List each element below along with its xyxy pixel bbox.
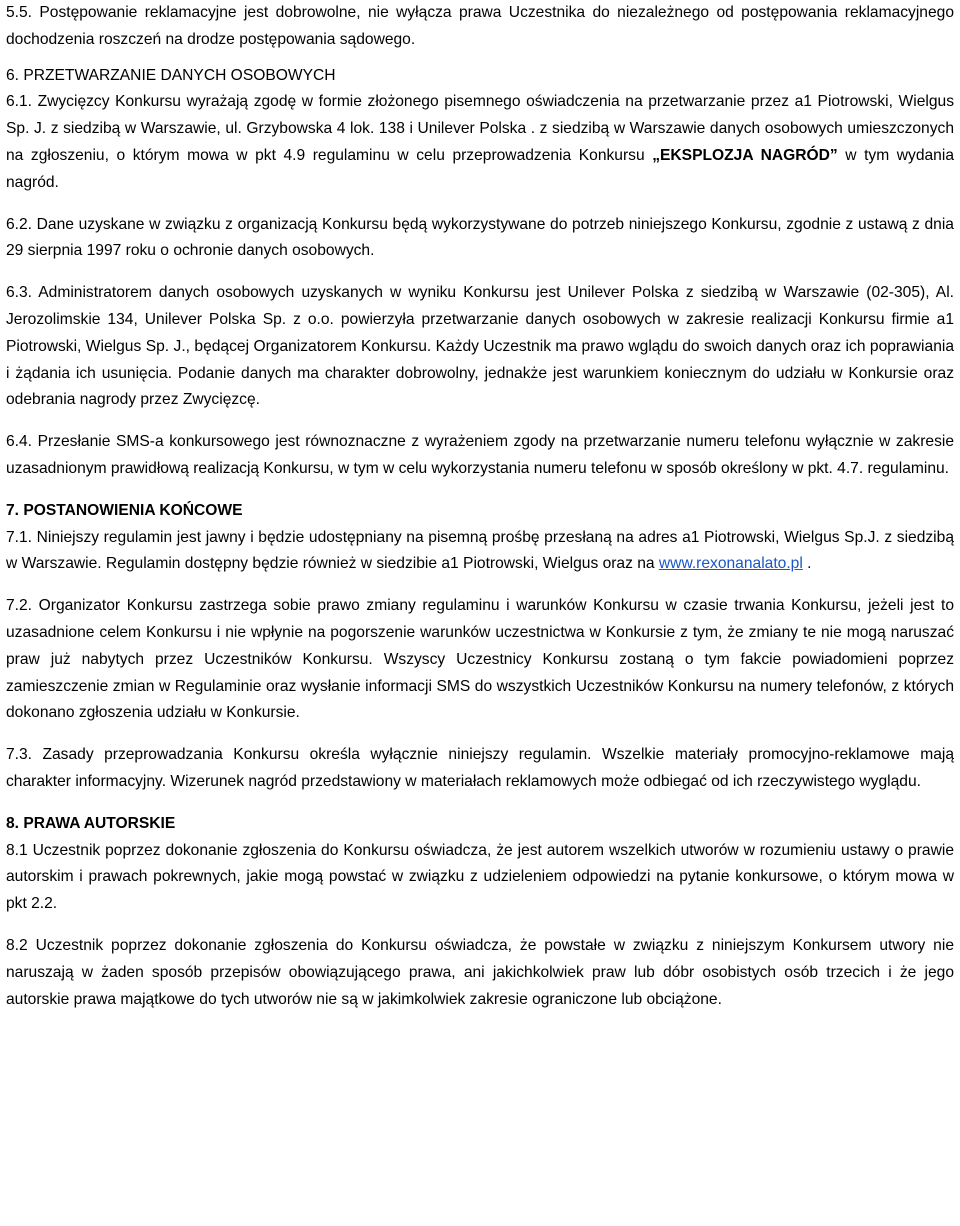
section-7-3-paragraph: 7.3. Zasady przeprowadzania Konkursu określa wyłącznie niniejszy regulamin. Wszelkie materiały promocyjno-reklamowe mają charakter informacyjny. Wizerunek nagród przedstawiony w materiałach reklamowych może odbiegać od ich rzeczywistego wyglądu. — [6, 746, 954, 790]
section-6-1-text: 6.1. Zwycięzcy Konkursu wyrażają zgodę w formie złożonego pisemnego oświadczenia na przetwarzanie przez a1 Piotrowski, Wielgus Sp. J. z siedzibą w Warszawie, ul. Grzybowska 4 lok. 138 i Unilever Polska . z siedzibą w Warszawie danych osobowych umieszczonych na zgłoszeniu, o którym mowa w pkt 4.9 regulaminu w celu przeprowadzenia Konkursu — [6, 93, 954, 164]
section-7-1-text: 7.1. Niniejszy regulamin jest jawny i będzie udostępniany na pisemną prośbę przesłaną na adres a1 Piotrowski, Wielgus Sp.J. z siedzibą w Warszawie. Regulamin dostępny będzie również w siedzibie a1 Piotrowski, Wielgus oraz na — [6, 528, 954, 573]
website-link[interactable]: www.rexonanalato.pl — [658, 555, 803, 573]
document-page — [6, 0, 954, 1013]
spacer — [6, 918, 954, 933]
section-8-heading: 8. PRAWA AUTORSKIE — [6, 814, 176, 832]
section-7-2-paragraph: 7.2. Organizator Konkursu zastrzega sobie prawo zmiany regulaminu i warunków Konkursu w czasie trwania Konkursu, jeżeli jest to uzasadnione celem Konkursu i nie wpłynie na pogorszenie warunków uczestnictwa w Konkursie z tym, że zmiany te nie mogą naruszać praw już nabytych przez Uczestników Konkursu. Wszyscy Uczestnicy Konkursu zostaną o tym fakcie powiadomieni poprzez zamieszczenie zmian w Regulaminie oraz wysłanie informacji SMS do wszystkich Uczestników Konkursu na numery telefonów, z których dokonano zgłoszenia udziału w Konkursie. — [6, 597, 954, 722]
spacer — [6, 414, 954, 429]
section-6-2-paragraph: 6.2. Dane uzyskane w związku z organizacją Konkursu będą wykorzystywane do potrzeb niniejszego Konkursu, zgodnie z ustawą z dnia 29 sierpnia 1997 roku o ochronie danych osobowych. — [6, 215, 954, 260]
section-6-1-text-end: w tym wydania nagród. — [6, 146, 954, 191]
spacer — [6, 578, 954, 593]
section-8-2-paragraph: 8.2 Uczestnik poprzez dokonanie zgłoszenia do Konkursu oświadcza, że powstałe w związku z niniejszym Konkursem utwory nie naruszają w żaden sposób przepisów obowiązującego prawa, ani jakichkolwiek praw lub dóbr osobistych osób trzecich i że jego autorskie prawa majątkowe do tych utworów nie są w jakimkolwiek zakresie ograniczone lub obciążone. — [6, 936, 954, 1008]
spacer — [6, 197, 954, 212]
spacer — [6, 727, 954, 742]
contest-name: „EKSPLOZJA NAGRÓD” — [652, 146, 838, 164]
section-6-heading: 6. PRZETWARZANIE DANYCH OSOBOWYCH — [6, 66, 336, 84]
section-6-4-paragraph: 6.4. Przesłanie SMS-a konkursowego jest równoznaczne z wyrażeniem zgody na przetwarzanie numeru telefonu wyłącznie w zakresie uzasadnionym prawidłową realizacją Konkursu, w tym w celu wykorzystania numeru telefonu w sposób określony w pkt. 4.7. regulaminu. — [6, 433, 954, 477]
section-7-1-paragraph — [6, 525, 954, 579]
section-7-1-text-end: . — [802, 555, 812, 573]
spacer — [6, 54, 954, 63]
section-6-1-paragraph — [6, 89, 954, 196]
section-5-5-paragraph: 5.5. Postępowanie reklamacyjne jest dobrowolne, nie wyłącza prawa Uczestnika do niezależnego od postępowania reklamacyjnego dochodzenia roszczeń na drodze postępowania sądowego. — [6, 4, 954, 48]
section-7-heading: 7. POSTANOWIENIA KOŃCOWE — [6, 501, 243, 519]
section-6-3-paragraph: 6.3. Administratorem danych osobowych uzyskanych w wyniku Konkursu jest Unilever Polska z siedzibą w Warszawie (02-305), Al. Jerozolimskie 134, Unilever Polska Sp. z o.o. powierzyła przetwarzanie danych osobowych w zakresie realizacji Konkursu firmie a1 Piotrowski, Wielgus Sp. J., będącej Organizatorem Konkursu. Każdy Uczestnik ma prawo wglądu do swoich danych oraz ich poprawiania i żądania ich usunięcia. Podanie danych ma charakter dobrowolny, jednakże jest warunkiem koniecznym do udziału w Konkursie oraz odebrania nagrody przez Zwycięzcę. — [6, 284, 954, 409]
spacer — [6, 796, 954, 811]
spacer — [6, 265, 954, 280]
section-8-1-paragraph: 8.1 Uczestnik poprzez dokonanie zgłoszenia do Konkursu oświadcza, że jest autorem wszelkich utworów w rozumieniu ustawy o prawie autorskim i prawach pokrewnych, jakie mogą powstać w związku z udzieleniem odpowiedzi na pytanie konkursowe, o którym mowa w pkt 2.2. — [6, 841, 954, 913]
spacer — [6, 483, 954, 498]
